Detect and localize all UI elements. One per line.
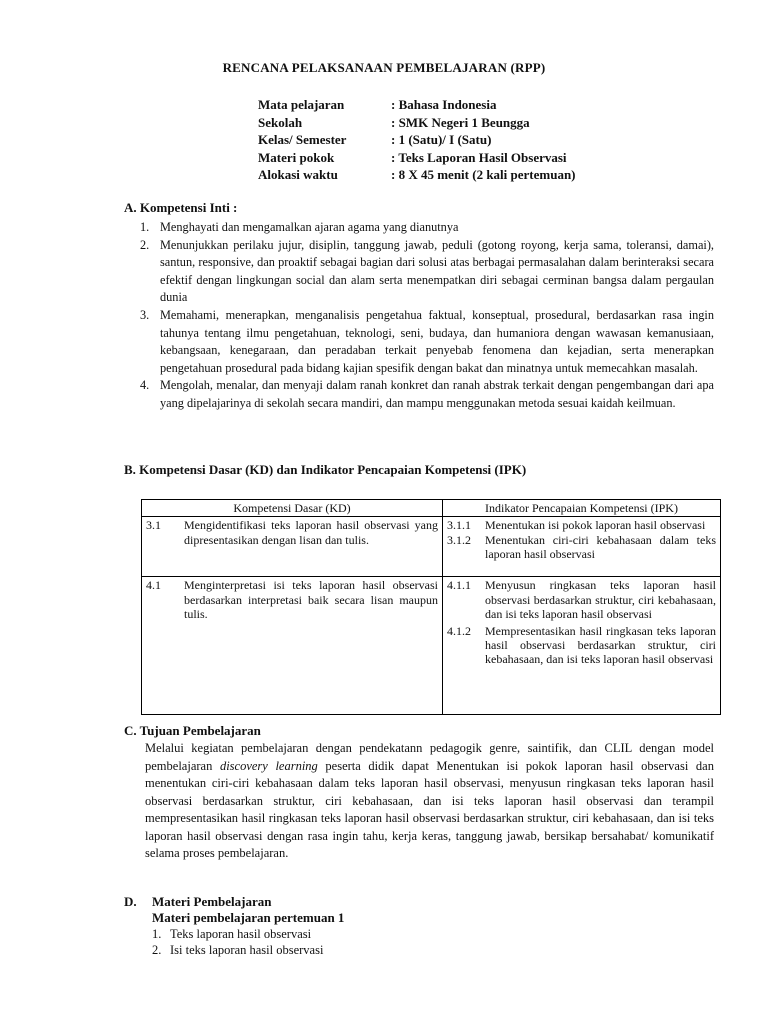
list-number: 2. xyxy=(140,237,150,252)
materi-subheading: Materi pembelajaran pertemuan 1 xyxy=(152,910,345,925)
list-text: Isi teks laporan hasil observasi xyxy=(170,943,324,957)
kd-number: 4.1 xyxy=(146,578,161,593)
kd-number: 3.1 xyxy=(146,518,161,533)
ipk-text: Menentukan ciri-ciri kebahasaan dalam teks laporan hasil observasi xyxy=(485,532,716,562)
meta-label: Alokasi waktu xyxy=(258,167,338,182)
list-text: Memahami, menerapkan, menganalisis pengetahua faktual, konseptual, prosedural, berdasarkan rasa ingin tahunya tentang ilmu pengetahuan, teknologi, seni, budaya, dan humaniora dengan wawasan kemanusiaan, kebangsaan, kenegaraan, dan peradaban terkait penyebab fenomena dan kejadian, serta menerapkan pengetahuan prosedural pada bidang kajian spesifik dengan bakat dan minatnya untuk memecahkan masalah. xyxy=(160,307,714,375)
section-b-heading: B. Kompetensi Dasar (KD) dan Indikator Pencapaian Kompetensi (IPK) xyxy=(124,462,527,477)
table-row xyxy=(142,517,721,577)
list-text: Menghayati dan mengamalkan ajaran agama yang dianutnya xyxy=(160,220,459,234)
kd-text: Menginterpretasi isi teks laporan hasil observasi berdasarkan interpretasi baik secara lisan maupun tulis. xyxy=(184,578,438,622)
list-text: Teks laporan hasil observasi xyxy=(170,927,312,941)
list-item xyxy=(152,942,323,958)
ipk-cell xyxy=(443,577,721,715)
meta-label: Sekolah xyxy=(258,114,303,130)
list-item xyxy=(140,307,714,377)
ipk-text: Menentukan isi pokok laporan hasil observasi xyxy=(485,518,706,533)
list-item xyxy=(140,377,714,412)
meta-value: : Bahasa Indonesia xyxy=(391,97,497,112)
list-item xyxy=(140,219,714,237)
list-number: 4. xyxy=(140,378,150,393)
page-title: RENCANA PELAKSANAAN PEMBELAJARAN (RPP) xyxy=(222,60,546,75)
list-item xyxy=(140,237,714,307)
ipk-cell xyxy=(443,517,721,577)
list-number: 1. xyxy=(140,220,150,234)
meta-value: : 1 (Satu)/ I (Satu) xyxy=(391,132,492,147)
ipk-number: 4.1.1 xyxy=(447,578,471,593)
section-c-heading: C. Tujuan Pembelajaran xyxy=(124,723,261,738)
kd-entry xyxy=(146,578,438,621)
ipk-text: Menyusun ringkasan teks laporan hasil observasi berdasarkan struktur, ciri kebahasaan, dan isi teks laporan hasil observasi xyxy=(485,578,716,622)
meta-label: Mata pelajaran xyxy=(258,97,345,112)
meta-value: : 8 X 45 menit (2 kali pertemuan) xyxy=(391,167,576,182)
meta-row xyxy=(258,166,576,184)
meta-row xyxy=(258,149,576,167)
column-header-ipk: Indikator Pencapaian Kompetensi (IPK) xyxy=(443,500,721,517)
table-row xyxy=(142,577,721,715)
kompetensi-inti-list xyxy=(140,219,714,413)
meta-row xyxy=(258,114,576,132)
ipk-number: 3.1.2 xyxy=(447,532,471,547)
ipk-number: 4.1.2 xyxy=(447,623,471,638)
section-d-heading: Materi Pembelajaran xyxy=(152,894,272,909)
meta-label: Materi pokok xyxy=(258,149,335,165)
ipk-entry xyxy=(447,533,716,562)
table-header-row xyxy=(142,500,721,517)
list-number: 3. xyxy=(140,307,150,322)
list-text: Menunjukkan perilaku jujur, disiplin, tanggung jawab, peduli (gotong royong, kerja sama, toleransi, damai), santun, responsive, dan proaktif sebagai bagian dari solusi atas berbagai permasalahan dalam berinteraksi secara efektif dengan lingkungan social dan alam serta menempatkan diri sebagai cerminan bangsa dalam pergaulan dunia xyxy=(160,237,714,305)
ipk-number: 3.1.1 xyxy=(447,518,471,533)
meta-block xyxy=(258,96,576,184)
tujuan-text-start: Melalui kegiatan pembelajaran dengan pendekatann pedagogik genre, saintifik, dan CLIL dengan model pembelajaran xyxy=(145,741,714,773)
ipk-entry xyxy=(447,518,716,532)
kd-cell xyxy=(142,577,443,715)
meta-label: Kelas/ Semester xyxy=(258,132,347,147)
section-a-heading: A. Kompetensi Inti : xyxy=(124,200,238,215)
tujuan-paragraph xyxy=(145,740,714,863)
tujuan-text-end: peserta didik dapat Menentukan isi pokok laporan hasil observasi dan menentukan ciri-ciri kebahasaan dalam teks laporan hasil observasi, menyusun ringkasan teks laporan hasil observasi berdasarkan struktur, ciri kebahasaan, dan isi teks laporan hasil observasi dan terampil mempresentasikan hasil ringkasan teks laporan hasil observasi berdasarkan struktur, ciri kebahasaan, dan isi teks laporan hasil observasi dengan rasa ingin tahu, kerja keras, tanggung jawab, bersikap bersahabat/ komunikatif selama proses pembelajaran. xyxy=(145,758,714,860)
meta-row xyxy=(258,131,576,149)
list-number: 1. xyxy=(152,927,162,941)
kd-cell xyxy=(142,517,443,577)
meta-value: : Teks Laporan Hasil Observasi xyxy=(391,149,567,165)
meta-value: : SMK Negeri 1 Beungga xyxy=(391,114,530,130)
section-d-letter: D. xyxy=(124,894,137,909)
ipk-text: Mempresentasikan hasil ringkasan teks laporan hasil observasi berdasarkan struktur, ciri kebahasaan, dan isi teks laporan hasil observasi xyxy=(485,623,716,667)
kd-ipk-table xyxy=(141,499,721,715)
kd-text: Mengidentifikasi teks laporan hasil observasi yang dipresentasikan dengan lisan dan tulis. xyxy=(184,518,438,547)
column-header-kd: Kompetensi Dasar (KD) xyxy=(142,500,443,517)
list-item xyxy=(152,926,323,942)
list-number: 2. xyxy=(152,943,162,957)
materi-list xyxy=(152,926,323,958)
ipk-entry xyxy=(447,578,716,621)
tujuan-text-italic: discovery learning xyxy=(219,758,318,773)
kd-entry xyxy=(146,518,438,547)
list-text: Mengolah, menalar, dan menyaji dalam ranah konkret dan ranah abstrak terkait dengan pengembangan dari apa yang dipelajarinya di sekolah secara mandiri, dan mampu menggunakan metoda sesuai kaidah keilmuan. xyxy=(160,378,714,410)
ipk-entry xyxy=(447,624,716,667)
meta-row xyxy=(258,96,576,114)
